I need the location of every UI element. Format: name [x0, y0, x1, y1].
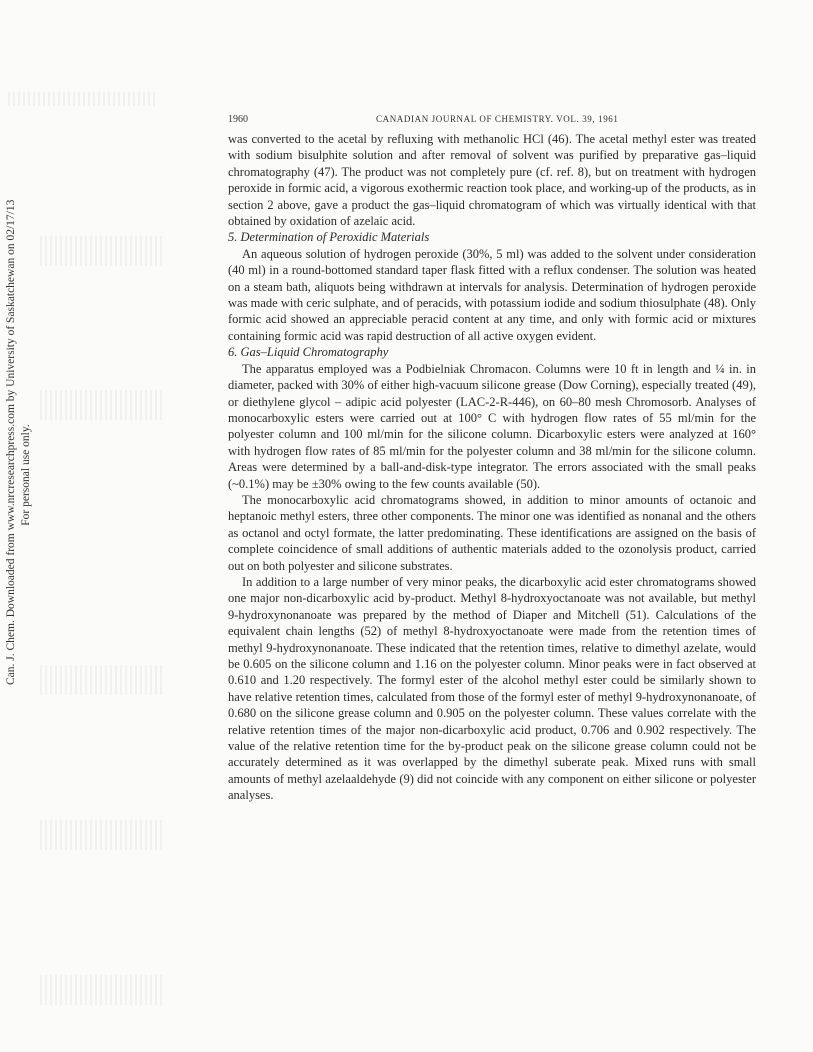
running-title: CANADIAN JOURNAL OF CHEMISTRY. VOL. 39, 1961	[376, 114, 619, 124]
scan-noise-1	[8, 92, 158, 106]
paragraph-apparatus: The apparatus employed was a Podbielniak Chromacon. Columns were 10 ft in length and ¼ in. in diameter, packed with 30% of either high-vacuum silicone grease (Dow Corning), especially treated (49), or diethylene glycol – adipic acid polyester (LAC-2-R-446), on 60–80 mesh Chromosorb. Analyses of monocarboxylic esters were carried out at 100° C with hydrogen flow rates of 55 ml/min for the polyester column and 100 ml/min for the silicone column. Dicarboxylic esters were analyzed at 160° with hydrogen flow rates of 85 ml/min for the polyester column and 38 ml/min for the silicone column. Areas were determined by a ball-and-disk-type integrator. The errors associated with the small peaks (~0.1%) may be ±30% owing to the few counts available (50).	[228, 361, 756, 491]
scan-noise-6	[40, 975, 165, 1005]
scan-noise-5	[40, 820, 165, 850]
download-stamp	[4, 199, 36, 685]
scan-noise-2	[40, 236, 165, 266]
paragraph-monocarboxylic: The monocarboxylic acid chromatograms showed, in addition to minor amounts of octanoic and heptanoic methyl esters, three other components. The minor one was identified as nonanal and the others as octanol and octyl formate, the latter predominating. These identifications are assigned on the basis of complete coincidence of small additions of authentic materials added to the ozonolysis product, carried out on both polyester and silicone substrates.	[228, 492, 756, 573]
download-stamp-line1: Can. J. Chem. Downloaded from www.nrcresearchpress.com by University of Saskatchewan on 02/17/13	[5, 199, 17, 685]
scan-noise-4	[40, 665, 165, 695]
page-number: 1960	[228, 114, 248, 125]
paragraph-dicarboxylic: In addition to a large number of very minor peaks, the dicarboxylic acid ester chromatograms showed one major non-dicarboxylic acid by-product. Methyl 8-hydroxyoctanoate was not available, but methyl 9-hydroxynonanoate was prepared by the method of Diaper and Mitchell (51). Calculations of the equivalent chain lengths (52) of methyl 8-hydroxyoctanoate were made from the retention times of methyl 9-hydroxynonanoate. These indicated that the retention times, relative to dimethyl azelate, would be 0.605 on the silicone column and 1.16 on the polyester column. Minor peaks were in fact observed at 0.610 and 1.20 respectively. The formyl ester of the alcohol methyl ester could be similarly shown to have relative retention times, calculated from those of the formyl ester of methyl 9-hydroxynonanoate, of 0.680 on the silicone grease column and 0.905 on the polyester column. These values correlate with the relative retention times of the major non-dicarboxylic acid product, 0.706 and 0.902 respectively. The value of the relative retention time for the by-product peak on the silicone grease column could not be accurately determined as it was overlapped by the dimethyl suberate peak. Mixed runs with small amounts of methyl azelaaldehyde (9) did not coincide with any component on either silicone or polyester analyses.	[228, 574, 756, 803]
scan-noise-3	[40, 390, 165, 420]
download-stamp-line2: For personal use only.	[20, 424, 32, 526]
section-heading-5: 5. Determination of Peroxidic Materials	[228, 230, 430, 245]
paragraph-peroxidic: An aqueous solution of hydrogen peroxide (30%, 5 ml) was added to the solvent under consideration (40 ml) in a round-bottomed standard taper flask fitted with a reflux condenser. The solution was heated on a steam bath, aliquots being withdrawn at intervals for analysis. Determination of hydrogen peroxide was made with ceric sulphate, and of peracids, with potassium iodide and sodium thiosulphate (48). Only formic acid showed an appreciable peracid content at any time, and only with formic acid or mixtures containing formic acid was rapid destruction of all active oxygen evident.	[228, 246, 756, 343]
paragraph-continued: was converted to the acetal by refluxing with methanolic HCl (46). The acetal methyl ester was treated with sodium bisulphite solution and after removal of solvent was purified by preparative gas–liquid chromatography (47). The product was not completely pure (cf. ref. 8), but on treatment with hydrogen peroxide in formic acid, a vigorous exothermic reaction took place, and working-up of the products, as in section 2 above, gave a product the gas–liquid chromatogram of which was virtually identical with that obtained by oxidation of azelaic acid.	[228, 132, 756, 229]
section-heading-6: 6. Gas–Liquid Chromatography	[228, 345, 389, 360]
running-header	[228, 114, 758, 130]
article-body	[228, 131, 756, 804]
